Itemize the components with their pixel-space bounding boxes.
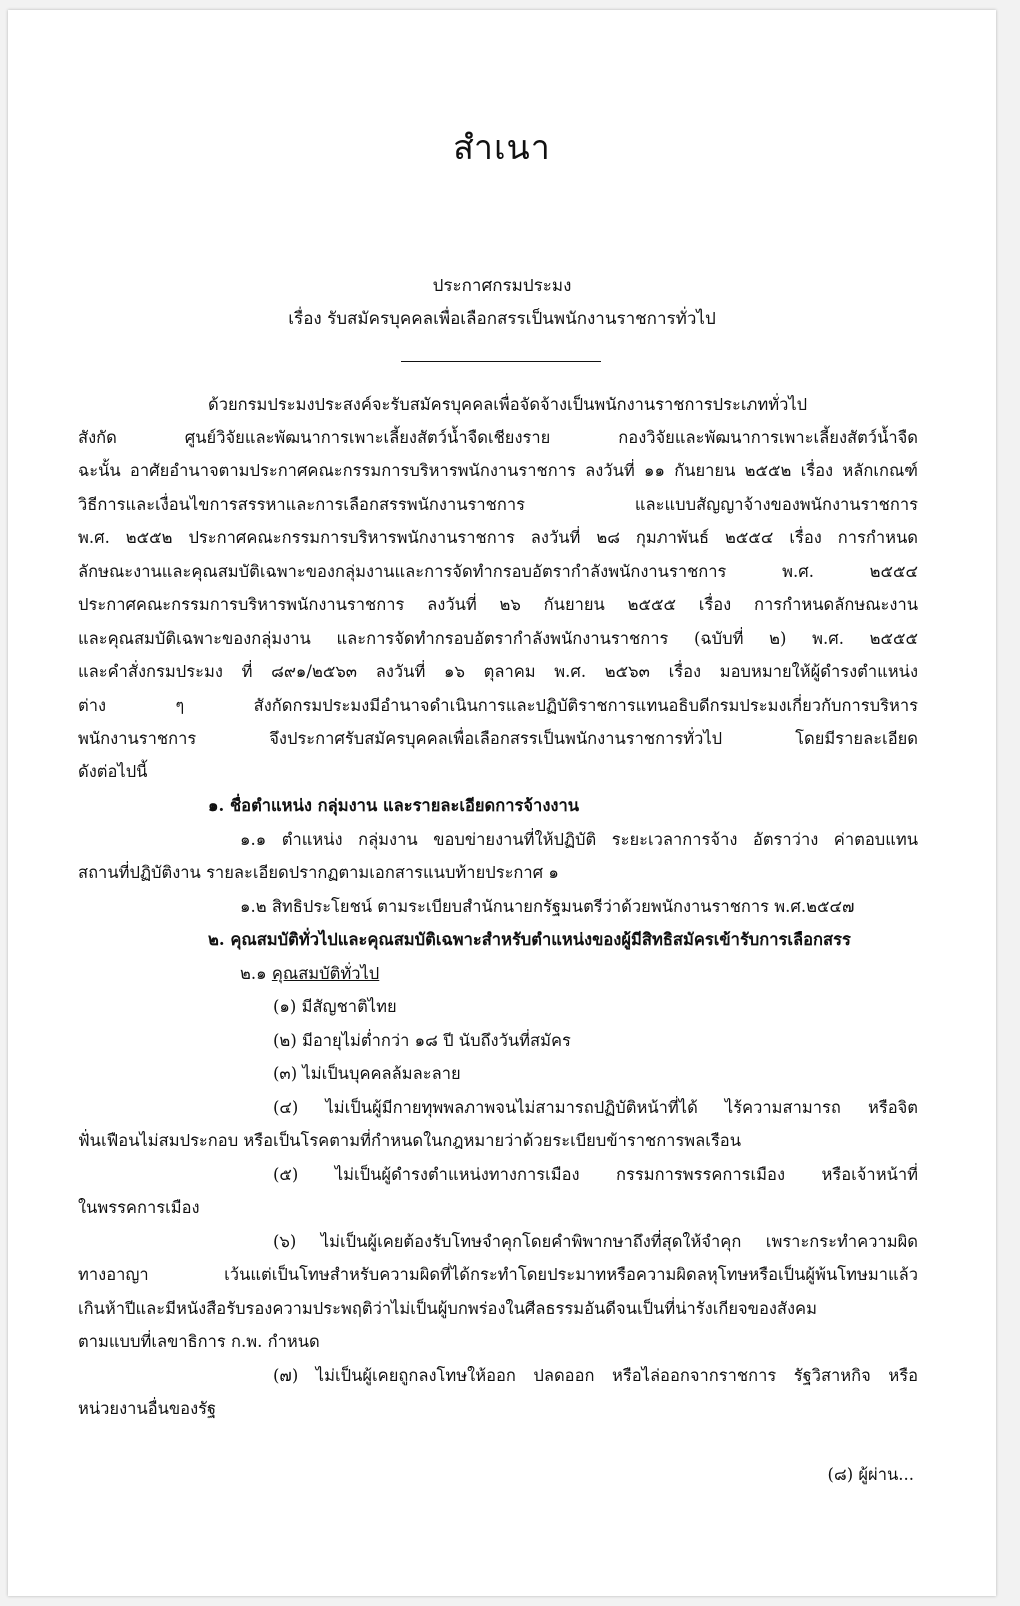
intro-line: ฉะนั้น อาศัยอำนาจตามประกาศคณะกรรมการบริหารพนักงานราชการ ลงวันที่ ๑๑ กันยายน ๒๕๕๒ เรื่อง หลักเกณฑ์ bbox=[78, 461, 918, 480]
qualification-item-4: (๔) ไม่เป็นผู้มีกายทุพพลภาพจนไม่สามารถปฏิบัติหน้าที่ได้ ไร้ความสามารถ หรือจิต bbox=[273, 1098, 918, 1117]
intro-line: ประกาศคณะกรรมการบริหารพนักงานราชการ ลงวันที่ ๒๖ กันยายน ๒๕๕๕ เรื่อง การกำหนดลักษณะงาน bbox=[78, 595, 918, 614]
qualification-item-6-cont: ทางอาญา เว้นแต่เป็นโทษสำหรับความผิดที่ได้กระทำโดยประมาทหรือความผิดลหุโทษหรือเป็นผู้พ้นโทษมาแล้ว bbox=[78, 1265, 918, 1284]
qualification-item-6: (๖) ไม่เป็นผู้เคยต้องรับโทษจำคุกโดยคำพิพากษาถึงที่สุดให้จำคุก เพราะกระทำความผิด bbox=[273, 1232, 918, 1251]
intro-line: ต่าง ๆ สังกัดกรมประมงมีอำนาจดำเนินการและปฏิบัติราชการแทนอธิบดีกรมประมงเกี่ยวกับการบริหาร bbox=[78, 696, 918, 715]
intro-line: พนักงานราชการ จึงประกาศรับสมัครบุคคลเพื่อเลือกสรรเป็นพนักงานราชการทั่วไป โดยมีรายละเอียด bbox=[78, 729, 918, 748]
intro-line: และคำสั่งกรมประมง ที่ ๘๙๑/๒๕๖๓ ลงวันที่ ๑๖ ตุลาคม พ.ศ. ๒๕๖๓ เรื่อง มอบหมายให้ผู้ดำรงตำแหน่ง bbox=[78, 662, 918, 681]
announcement-subject-heading: เรื่อง รับสมัครบุคคลเพื่อเลือกสรรเป็นพนักงานราชการทั่วไป bbox=[288, 309, 716, 329]
section-2-title: ๒. คุณสมบัติทั่วไปและคุณสมบัติเฉพาะสำหรับตำแหน่งของผู้มีสิทธิสมัครเข้ารับการเลือกสรร bbox=[208, 930, 851, 949]
clause-1-1-cont: สถานที่ปฏิบัติงาน รายละเอียดปรากฏตามเอกสารแนบท้ายประกาศ ๑ bbox=[78, 863, 559, 882]
intro-line: สังกัด ศูนย์วิจัยและพัฒนาการเพาะเลี้ยงสัตว์น้ำจืดเชียงราย กองวิจัยและพัฒนาการเพาะเลี้ยงสัตว์น้ำจืด bbox=[78, 428, 918, 447]
qualification-item-6-cont: ตามแบบที่เลขาธิการ ก.พ. กำหนด bbox=[78, 1332, 320, 1351]
intro-line: พ.ศ. ๒๕๕๒ ประกาศคณะกรรมการบริหารพนักงานราชการ ลงวันที่ ๒๘ กุมภาพันธ์ ๒๕๕๔ เรื่อง การกำหนด bbox=[78, 528, 918, 547]
qualification-item-7-cont: หน่วยงานอื่นของรัฐ bbox=[78, 1399, 217, 1418]
intro-line: ดังต่อไปนี้ bbox=[78, 762, 148, 781]
document-page bbox=[8, 10, 996, 1596]
copy-stamp: สำเนา bbox=[453, 128, 551, 168]
section-1-title: ๑. ชื่อตำแหน่ง กลุ่มงาน และรายละเอียดการจ้างงาน bbox=[208, 796, 579, 815]
clause-1-2: ๑.๒ สิทธิประโยชน์ ตามระเบียบสำนักนายกรัฐมนตรีว่าด้วยพนักงานราชการ พ.ศ.๒๕๔๗ bbox=[240, 897, 855, 916]
intro-line: ลักษณะงานและคุณสมบัติเฉพาะของกลุ่มงานและการจัดทำกรอบอัตรากำลังพนักงานราชการ พ.ศ. ๒๕๕๔ bbox=[78, 562, 918, 581]
clause-1-1: ๑.๑ ตำแหน่ง กลุ่มงาน ขอบข่ายงานที่ให้ปฏิบัติ ระยะเวลาการจ้าง อัตราว่าง ค่าตอบแทน bbox=[240, 830, 918, 849]
clause-2-1-number: ๒.๑ bbox=[240, 964, 267, 983]
qualification-item-5-cont: ในพรรคการเมือง bbox=[78, 1198, 200, 1217]
qualification-item-3: (๓) ไม่เป็นบุคคลล้มละลาย bbox=[273, 1064, 461, 1083]
heading-divider bbox=[401, 361, 601, 362]
qualification-item-6-cont: เกินห้าปีและมีหนังสือรับรองความประพฤติว่าไม่เป็นผู้บกพร่องในศีลธรรมอันดีจนเป็นที่น่ารังเกียจของสังคม bbox=[78, 1299, 817, 1318]
intro-line: ด้วยกรมประมงประสงค์จะรับสมัครบุคคลเพื่อจัดจ้างเป็นพนักงานราชการประเภททั่วไป bbox=[208, 395, 808, 414]
announcement-org-heading: ประกาศกรมประมง bbox=[432, 276, 572, 296]
clause-2-1 bbox=[240, 964, 379, 984]
intro-line: และคุณสมบัติเฉพาะของกลุ่มงาน และการจัดทำกรอบอัตรากำลังพนักงานราชการ (ฉบับที่ ๒) พ.ศ. ๒๕๕๕ bbox=[78, 629, 918, 648]
qualification-item-4-cont: ฟั่นเฟือนไม่สมประกอบ หรือเป็นโรคตามที่กำหนดในกฎหมายว่าด้วยระเบียบข้าราชการพลเรือน bbox=[78, 1131, 741, 1150]
intro-line: วิธีการและเงื่อนไขการสรรหาและการเลือกสรรพนักงานราชการ และแบบสัญญาจ้างของพนักงานราชการ bbox=[78, 495, 918, 514]
qualification-item-2: (๒) มีอายุไม่ต่ำกว่า ๑๘ ปี นับถึงวันที่สมัคร bbox=[273, 1031, 571, 1050]
qualification-item-1: (๑) มีสัญชาติไทย bbox=[273, 997, 397, 1016]
qualification-item-5: (๕) ไม่เป็นผู้ดำรงตำแหน่งทางการเมือง กรรมการพรรคการเมือง หรือเจ้าหน้าที่ bbox=[273, 1165, 918, 1184]
qualification-item-7: (๗) ไม่เป็นผู้เคยถูกลงโทษให้ออก ปลดออก หรือไล่ออกจากราชการ รัฐวิสาหกิจ หรือ bbox=[273, 1366, 918, 1385]
clause-2-1-title: คุณสมบัติทั่วไป bbox=[271, 964, 380, 983]
continued-on-next-page: (๘) ผู้ผ่าน... bbox=[827, 1465, 914, 1484]
